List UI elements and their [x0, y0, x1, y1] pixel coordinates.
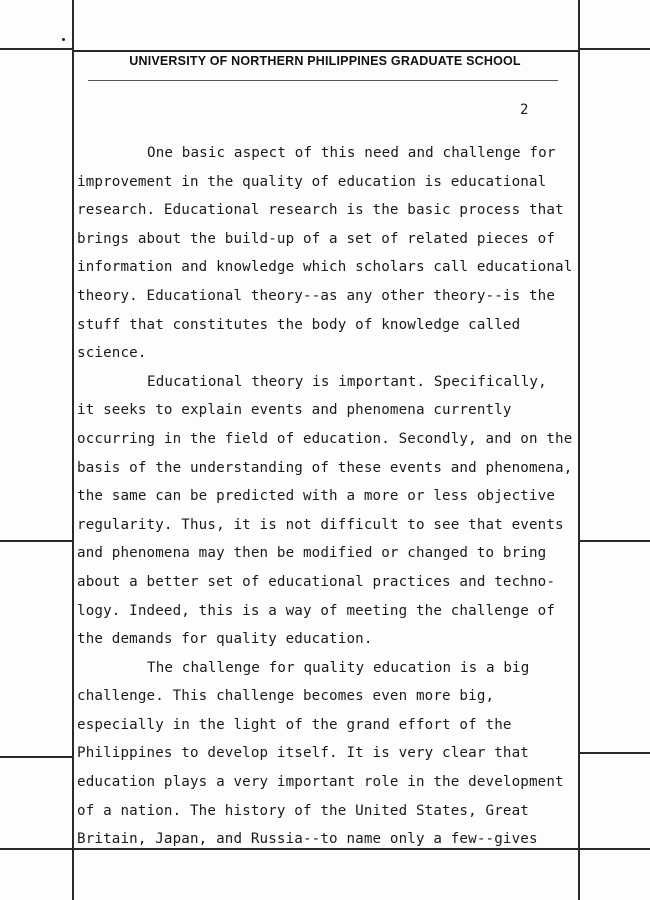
text-line: of a nation. The history of the United States, Great — [77, 802, 529, 819]
text-line: the demands for quality education. — [77, 631, 373, 648]
text-line: research. Educational research is the basic process that — [77, 202, 564, 219]
text-line: One basic aspect of this need and challenge for — [147, 145, 556, 161]
margin-rule-mid-right — [578, 540, 650, 542]
top-rule-right — [578, 48, 650, 50]
text-line: challenge. This challenge becomes even more big, — [77, 688, 495, 705]
bottom-rule-left — [0, 848, 72, 850]
top-rule-center — [72, 50, 578, 52]
margin-rule-low-right — [578, 752, 650, 754]
text-line: Britain, Japan, and Russia--to name only a few--gives — [77, 831, 538, 848]
right-margin-line — [578, 0, 580, 900]
text-line: information and knowledge which scholars call educational — [77, 259, 573, 276]
scan-speck — [62, 38, 65, 41]
text-line: science. — [77, 345, 147, 362]
text-line: occurring in the field of education. Secondly, and on the — [77, 430, 573, 447]
text-line: Educational theory is important. Specifically, — [147, 373, 547, 390]
paragraph-3 — [77, 654, 577, 854]
margin-rule-mid-left — [0, 540, 72, 542]
text-line: education plays a very important role in the development — [77, 774, 564, 791]
text-line: about a better set of educational practices and techno- — [77, 573, 556, 590]
paragraph-1 — [77, 139, 577, 368]
header-underline — [88, 80, 558, 81]
text-line: stuff that constitutes the body of knowledge called — [77, 316, 521, 333]
text-line: and phenomena may then be modified or changed to bring — [77, 545, 547, 562]
body-text — [77, 139, 577, 854]
text-line: the same can be predicted with a more or less objective — [77, 488, 556, 505]
page-number: 2 — [520, 102, 529, 118]
text-line: it seeks to explain events and phenomena currently — [77, 402, 512, 419]
page-header: UNIVERSITY OF NORTHERN PHILIPPINES GRADUATE SCHOOL — [129, 54, 521, 68]
margin-rule-low-left — [0, 756, 72, 758]
text-line: basis of the understanding of these events and phenomena, — [77, 459, 573, 476]
left-margin-line — [72, 0, 74, 900]
text-line: regularity. Thus, it is not difficult to see that events — [77, 516, 564, 533]
text-line: theory. Educational theory--as any other theory--is the — [77, 287, 556, 304]
text-line: especially in the light of the grand effort of the — [77, 716, 512, 733]
text-line: improvement in the quality of education is educational — [77, 173, 547, 190]
text-line: The challenge for quality education is a big — [147, 659, 530, 676]
text-line: Philippines to develop itself. It is very clear that — [77, 745, 529, 762]
text-line: logy. Indeed, this is a way of meeting the challenge of — [77, 602, 556, 619]
text-line: brings about the build-up of a set of related pieces of — [77, 230, 556, 247]
bottom-rule-right — [578, 848, 650, 850]
top-rule-left — [0, 48, 72, 50]
paragraph-2 — [77, 368, 577, 654]
